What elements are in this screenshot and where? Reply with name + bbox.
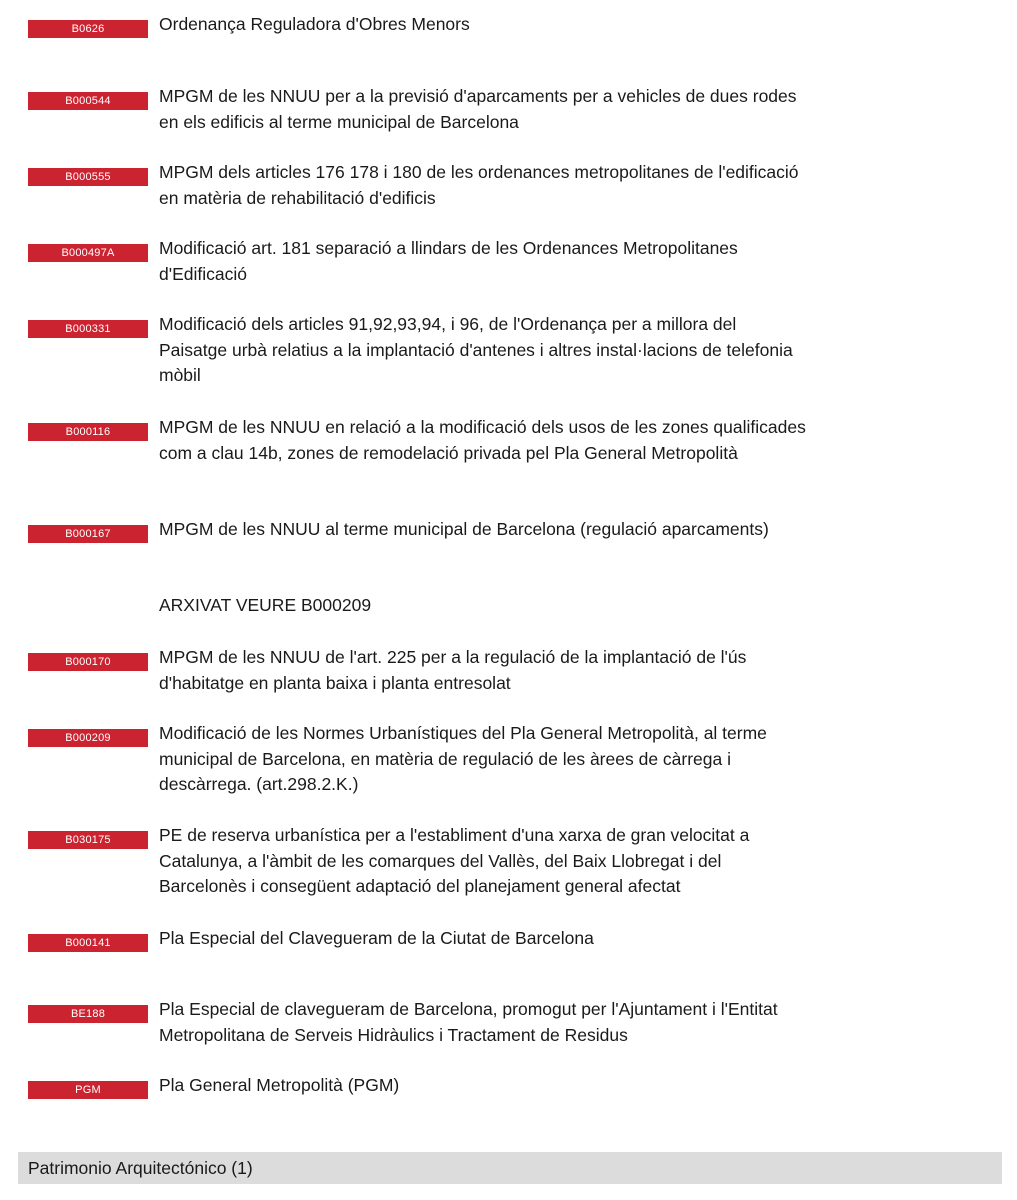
entry-code-badge[interactable]: PGM bbox=[28, 1081, 148, 1099]
entry-title: Modificació dels articles 91,92,93,94, i 96, de l'Ordenança per a millora del Paisatge urbà relatius a la implantació d'antenes i altres instal·lacions de telefonia mòbil bbox=[159, 314, 793, 385]
entry-title: MPGM dels articles 176 178 i 180 de les ordenances metropolitanes de l'edificació en matèria de rehabilitació d'edificis bbox=[159, 162, 799, 208]
section-header-patrimonio[interactable] bbox=[18, 1152, 1002, 1184]
entry-code-badge[interactable]: B0626 bbox=[28, 20, 148, 38]
entry-title: MPGM de les NNUU en relació a la modificació dels usos de les zones qualificades com a clau 14b, zones de remodelació privada pel Pla General Metropolità bbox=[159, 417, 806, 463]
entry-title: Modificació de les Normes Urbanístiques del Pla General Metropolità, al terme municipal de Barcelona, en matèria de regulació de les àrees de càrrega i descàrrega. (art.298.2.K.) bbox=[159, 723, 767, 794]
entry-code-badge[interactable]: B000331 bbox=[28, 320, 148, 338]
entry-code-badge[interactable]: B000116 bbox=[28, 423, 148, 441]
entry-title: Pla Especial del Clavegueram de la Ciutat de Barcelona bbox=[159, 928, 594, 948]
entry-title: MPGM de les NNUU per a la previsió d'aparcaments per a vehicles de dues rodes en els edificis al terme municipal de Barcelona bbox=[159, 86, 797, 132]
entry-title: MPGM de les NNUU de l'art. 225 per a la regulació de la implantació de l'ús d'habitatge en planta baixa i planta entresolat bbox=[159, 647, 747, 693]
entry-code-badge[interactable]: B000544 bbox=[28, 92, 148, 110]
entry-code-badge[interactable]: B000167 bbox=[28, 525, 148, 543]
entry-code-badge[interactable]: B000170 bbox=[28, 653, 148, 671]
entry-code-badge[interactable]: B000141 bbox=[28, 934, 148, 952]
entry-title: Ordenança Reguladora d'Obres Menors bbox=[159, 14, 470, 34]
entry-code-badge[interactable]: BE188 bbox=[28, 1005, 148, 1023]
entry-code-badge[interactable]: B030175 bbox=[28, 831, 148, 849]
entry-code-badge[interactable]: B000555 bbox=[28, 168, 148, 186]
entry-title: Modificació art. 181 separació a llindars de les Ordenances Metropolitanes d'Edificació bbox=[159, 238, 738, 284]
entry-title: PE de reserva urbanística per a l'establiment d'una xarxa de gran velocitat a Catalunya, a l'àmbit de les comarques del Vallès, del Baix Llobregat i del Barcelonès i consegüent adaptació del planejament general afectat bbox=[159, 825, 750, 896]
entry-note: ARXIVAT VEURE B000209 bbox=[159, 595, 372, 615]
entry-title: MPGM de les NNUU al terme municipal de Barcelona (regulació aparcaments) bbox=[159, 519, 769, 539]
entry-title: Pla General Metropolità (PGM) bbox=[159, 1075, 400, 1095]
section-header-label: Patrimonio Arquitectónico (1) bbox=[28, 1158, 253, 1178]
entry-code-badge[interactable]: B000497A bbox=[28, 244, 148, 262]
entry-title: Pla Especial de clavegueram de Barcelona, promogut per l'Ajuntament i l'Entitat Metropolitana de Serveis Hidràulics i Tractament de Residus bbox=[159, 999, 778, 1045]
entry-code-badge[interactable]: B000209 bbox=[28, 729, 148, 747]
